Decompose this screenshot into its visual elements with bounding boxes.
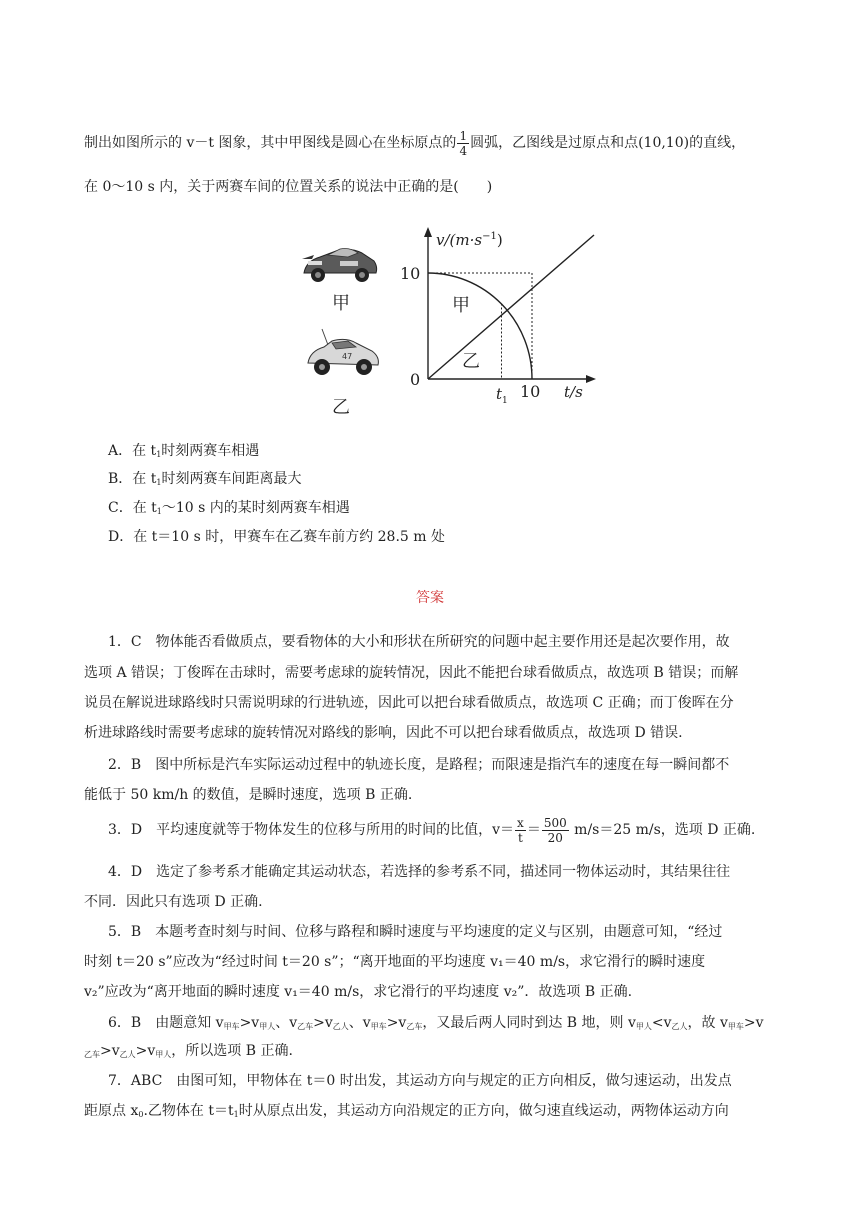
rc-car-yi-icon — [302, 327, 384, 379]
origin-label: 0 — [410, 370, 421, 389]
answer-5-line-3: v₂”应改为“离开地面的瞬时速度 v₁＝40 m/s，求它滑行的平均速度 v₂”．故选项 B 正确. — [84, 984, 633, 1000]
answer-6-line-1: 6．B 由题意知 $v_{甲车}>v_{甲人}$、$v_{乙车}>v_{乙人}$、$v_{甲车}>v_{乙车}$，又最后两人同时到达 B 地，则 $v_{甲人}<v_{乙人}$，故 $v_{甲车}>v$ — [108, 1015, 764, 1031]
svg-text:47: 47 — [342, 352, 353, 361]
race-car-jia-icon — [300, 239, 380, 287]
answer-3: 3．D 平均速度就等于物体发生的位移与所用的时间的比值，v＝ $\frac{x}{t}$ ＝ $\frac{500}{20}$ m/s＝25 m/s，选项 D 正确. — [108, 815, 756, 845]
answer-4-line-2: 不同．因此只有选项 D 正确. — [84, 894, 263, 910]
option-a: A．在 $t_1$时刻两赛车相遇 — [108, 443, 260, 459]
fraction-500-over-20: $\frac{500}{20}$ — [543, 815, 567, 845]
answer-7-line-2: 距原点 $x_0$.乙物体在 $t=t_1$时从原点出发，其运动方向沿规定的正方向，做匀速直线运动，两物体运动方向 — [84, 1103, 729, 1119]
x-axis-arrow — [586, 375, 596, 383]
answer-title: 答案 — [416, 590, 444, 606]
y-axis-arrow — [424, 227, 432, 237]
curve-label-yi: 乙 — [462, 351, 480, 372]
option-d: D．在 t＝10 s 时，甲赛车在乙赛车前方约 28.5 m 处 — [108, 529, 445, 545]
x-tick-10: 10 — [520, 382, 541, 401]
car-yi-label: 乙 — [332, 397, 350, 418]
car-jia-label: 甲 — [332, 293, 350, 314]
curve-label-jia: 甲 — [452, 295, 470, 316]
answer-4-line-1: 4．D 选定了参考系才能确定其运动状态，若选择的参考系不同，描述同一物体运动时，其结果往往 — [108, 864, 731, 880]
answer-7-line-1: 7．ABC 由图可知，甲物体在 t＝0 时出发，其运动方向与规定的正方向相反，做匀速运动，出发点 — [108, 1073, 732, 1089]
fraction-quarter: $\frac{1}{4}$ — [459, 128, 468, 158]
x-tick-t1: $t_1$ — [496, 385, 508, 406]
y-axis-label: $v/(m\cdot s^{-1})$ — [436, 231, 503, 249]
answer-6-line-2: $_{乙车}>v_{乙人}>v_{甲人}$，所以选项 B 正确. — [84, 1043, 293, 1059]
answer-1-line-3: 说员在解说进球路线时只需说明球的行进轨迹，因此可以把台球看做质点，故选项 C 正确；而丁俊晖在分 — [84, 695, 734, 711]
y-tick-10: 10 — [400, 264, 421, 283]
answer-1-line-4: 析进球路线时需要考虑球的旋转情况对路线的影响，因此不可以把台球看做质点，故选项 D 错误. — [84, 725, 683, 741]
question-line-2: 在 0～10 s 内，关于两赛车间的位置关系的说法中正确的是( ) — [84, 179, 493, 195]
fraction-x-over-t: $\frac{x}{t}$ — [517, 815, 524, 845]
vt-figure — [300, 225, 600, 418]
answer-5-line-2: 时刻 t＝20 s”应改为“经过时间 t＝20 s”；“离开地面的平均速度 v₁＝40 m/s，求它滑行的瞬时速度 — [84, 954, 706, 970]
option-b: B．在 $t_1$时刻两赛车间距离最大 — [108, 471, 302, 487]
x-axis-label: t/s — [564, 383, 583, 401]
option-c: C．在 $t_1\sim 10$ s 内的某时刻两赛车相遇 — [108, 500, 350, 516]
answer-5-line-1: 5．B 本题考查时刻与时间、位移与路程和瞬时速度与平均速度的定义与区别，由题意可知，“经过 — [108, 924, 723, 940]
question-text: 制出如图所示的 v－t 图象，其中甲图线是圆心在坐标原点的 — [84, 135, 457, 151]
vt-graph — [396, 225, 600, 415]
answer-2-line-1: 2．B 图中所标是汽车实际运动过程中的轨迹长度，是路程；而限速是指汽车的速度在每一瞬间都不 — [108, 757, 730, 773]
curve-jia — [428, 273, 532, 379]
answer-1-line-1: 1．C 物体能否看做质点，要看物体的大小和形状在所研究的问题中起主要作用还是起次要作用，故 — [108, 634, 730, 650]
answer-1-line-2: 选项 A 错误；丁俊晖在击球时，需要考虑球的旋转情况，因此不能把台球看做质点，故选项 B 错误；而解 — [84, 665, 739, 681]
question-text: 圆弧，乙图线是过原点和点(10,10)的直线， — [470, 135, 746, 151]
question-line-1 — [84, 128, 745, 158]
answer-2-line-2: 能低于 50 km/h 的数值，是瞬时速度，选项 B 正确. — [84, 787, 413, 803]
